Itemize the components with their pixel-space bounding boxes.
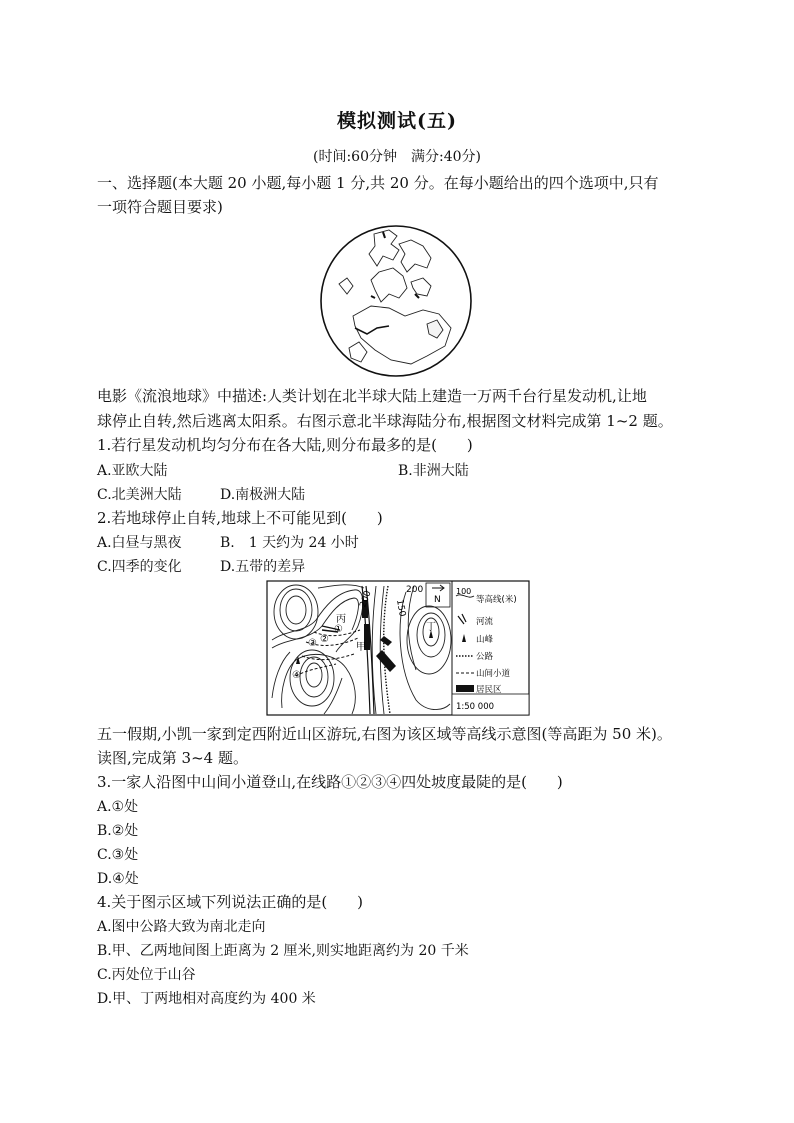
- q2-option-a[interactable]: A.白昼与黑夜: [97, 535, 182, 551]
- q4-option-d[interactable]: D.甲、丁两地相对高度约为 400 米: [97, 991, 316, 1007]
- section-heading-line1: 一、选择题(本大题 20 小题,每小题 1 分,共 20 分。在每小题给出的四个选项中,只有: [97, 174, 659, 192]
- legend-road-label: 公路: [476, 652, 494, 662]
- section-heading-line2: 一项符合题目要求): [97, 198, 223, 216]
- north-label: N: [434, 595, 441, 605]
- place-bing: 丙: [336, 614, 346, 625]
- q3-option-a[interactable]: A.①处: [97, 799, 139, 815]
- q2-option-d[interactable]: D.五带的差异: [220, 559, 306, 575]
- route-mark-2: ②: [320, 634, 329, 645]
- route-mark-1: ①: [334, 624, 343, 635]
- passage2-line2: 读图,完成第 3~4 题。: [97, 749, 248, 767]
- contour-label-150: 150: [394, 598, 407, 618]
- legend-path-label: 山间小道: [476, 669, 511, 679]
- q1-option-d[interactable]: D.南极洲大陆: [220, 487, 306, 503]
- northern-hemisphere-map: [319, 224, 473, 378]
- passage1-line2: 球停止自转,然后逃离太阳系。右图示意北半球海陆分布,根据图文材料完成第 1~2 题。: [97, 412, 673, 430]
- legend-contour-label: 等高线(米): [476, 595, 517, 605]
- q4-option-a[interactable]: A.图中公路大致为南北走向: [97, 919, 266, 935]
- q1-option-a[interactable]: A.亚欧大陆: [97, 463, 168, 479]
- passage2-line1: 五一假期,小凯一家到定西附近山区游玩,右图为该区域等高线示意图(等高距为 50 米)。: [97, 725, 672, 743]
- route-mark-3: ③: [308, 638, 317, 649]
- question-1-stem: 1.若行星发动机均匀分布在各大陆,则分布最多的是( ): [97, 436, 473, 454]
- legend-contour-number: 100: [456, 587, 472, 596]
- legend-river-label: 河流: [476, 617, 494, 627]
- legend-residential-label: 居民区: [476, 685, 502, 695]
- q4-option-b[interactable]: B.甲、乙两地间图上距离为 2 厘米,则实地距离约为 20 千米: [97, 943, 469, 959]
- q3-option-b[interactable]: B.②处: [97, 823, 139, 839]
- contour-map: [266, 580, 530, 716]
- page-title: 模拟测试(五): [337, 110, 457, 132]
- exam-info: (时间:60分钟 满分:40分): [313, 149, 481, 165]
- contour-label-200a: 200: [358, 589, 374, 610]
- q4-option-c[interactable]: C.丙处位于山谷: [97, 967, 196, 983]
- question-2-stem: 2.若地球停止自转,地球上不可能见到( ): [97, 509, 383, 527]
- q2-option-c[interactable]: C.四季的变化: [97, 559, 182, 575]
- route-mark-4: ④: [292, 670, 301, 681]
- place-jia: 甲: [356, 642, 366, 653]
- q2-option-b[interactable]: B. 1 天约为 24 小时: [220, 535, 359, 551]
- q1-option-c[interactable]: C.北美洲大陆: [97, 487, 182, 503]
- legend-peak-label: 山峰: [476, 635, 494, 645]
- contour-label-200b: 200: [406, 585, 424, 595]
- question-4-stem: 4.关于图示区域下列说法正确的是( ): [97, 893, 364, 911]
- q1-option-b[interactable]: B.非洲大陆: [398, 463, 469, 479]
- map-scale: 1:50 000: [456, 702, 495, 712]
- place-ding: 丁: [426, 622, 436, 633]
- passage1-line1: 电影《流浪地球》中描述:人类计划在北半球大陆上建造一万两千台行星发动机,让地: [97, 387, 647, 405]
- residential-icon: [456, 685, 474, 692]
- question-3-stem: 3.一家人沿图中山间小道登山,在线路①②③④四处坡度最陡的是( ): [97, 773, 563, 791]
- q3-option-c[interactable]: C.③处: [97, 847, 139, 863]
- q3-option-d[interactable]: D.④处: [97, 871, 139, 887]
